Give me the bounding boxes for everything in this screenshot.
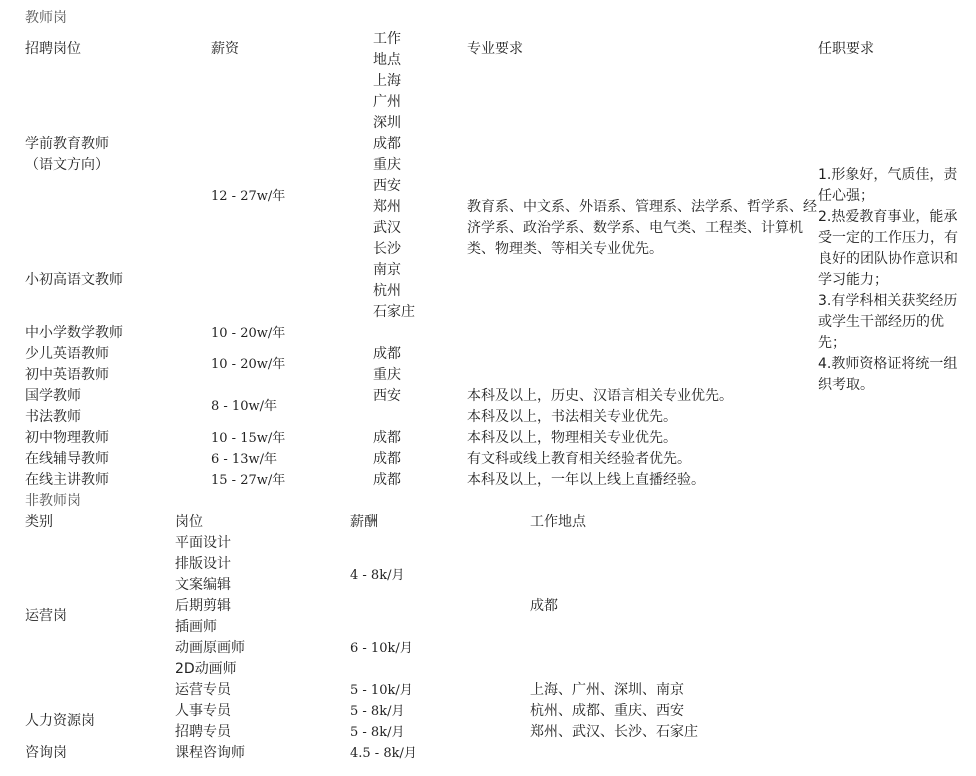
- nt-position: 动画原画师: [175, 640, 245, 656]
- position-calligraphy: 书法教师: [25, 409, 81, 425]
- header-position: 岗位: [175, 514, 203, 530]
- teacher-section-title: 教师岗: [25, 10, 67, 26]
- city-lecturer: 成都: [373, 472, 401, 488]
- duty-line: 3.有学科相关获奖经历: [818, 293, 958, 309]
- major-tutor: 有文科或线上教育相关经验者优先。: [467, 451, 691, 467]
- position-middle-english: 初中英语教师: [25, 367, 109, 383]
- salary-english: 10 - 20w/年: [211, 357, 286, 372]
- salary-group1: 12 - 27w/年: [211, 189, 286, 204]
- major-lecturer: 本科及以上，一年以上线上直播经验。: [467, 472, 705, 488]
- major-group1-line: 教育系、中文系、外语系、管理系、法学系、哲学系、经: [467, 199, 817, 215]
- nt-position: 人事专员: [175, 703, 231, 719]
- city: 重庆: [373, 367, 401, 383]
- city: 杭州: [373, 283, 401, 299]
- nt-location-line: 上海、广州、深圳、南京: [530, 682, 684, 698]
- nt-position: 平面设计: [175, 535, 231, 551]
- salary-guoxue: 8 - 10w/年: [211, 399, 277, 414]
- city-physics: 成都: [373, 430, 401, 446]
- category-ops: 运营岗: [25, 608, 67, 624]
- city: 南京: [373, 262, 401, 278]
- position-physics: 初中物理教师: [25, 430, 109, 446]
- major-physics: 本科及以上，物理相关专业优先。: [467, 430, 677, 446]
- nt-salary-animation: 6 - 10k/月: [350, 641, 413, 656]
- nt-position: 运营专员: [175, 682, 231, 698]
- duty-line: 受一定的工作压力，有: [818, 230, 958, 246]
- city: 成都: [373, 346, 401, 362]
- city: 长沙: [373, 241, 401, 257]
- nt-location-chengdu: 成都: [530, 598, 558, 614]
- header-category: 类别: [25, 514, 53, 530]
- nt-salary-consult: 4.5 - 8k/月: [350, 746, 417, 761]
- city-tutor: 成都: [373, 451, 401, 467]
- nonteacher-section-title: 非教师岗: [25, 493, 81, 509]
- nt-position: 后期剪辑: [175, 598, 231, 614]
- nt-salary-recruit: 5 - 8k/月: [350, 725, 405, 740]
- nt-position: 招聘专员: [175, 724, 231, 740]
- city: 广州: [373, 94, 401, 110]
- position-kids-english: 少儿英语教师: [25, 346, 109, 362]
- duty-line: 2.热爱教育事业，能承: [818, 209, 958, 225]
- position-guoxue: 国学教师: [25, 388, 81, 404]
- position-online-tutor: 在线辅导教师: [25, 451, 109, 467]
- position-online-lecturer: 在线主讲教师: [25, 472, 109, 488]
- city: 武汉: [373, 220, 401, 236]
- position-preschool-note: （语文方向）: [25, 157, 109, 173]
- city: 石家庄: [373, 304, 415, 320]
- header-location: 工作地点: [530, 514, 586, 530]
- major-calligraphy: 本科及以上，书法相关专业优先。: [467, 409, 677, 425]
- city: 深圳: [373, 115, 401, 131]
- duty-line: 或学生干部经历的优: [818, 314, 944, 330]
- major-group1-line: 济学系、政治学系、数学系、电气类、工程类、计算机: [467, 220, 803, 236]
- header-location-line2: 地点: [373, 52, 401, 68]
- header-duties: 任职要求: [818, 41, 874, 57]
- category-hr: 人力资源岗: [25, 713, 95, 729]
- header-salary: 薪酬: [350, 514, 378, 530]
- duty-line: 良好的团队协作意识和: [818, 251, 958, 267]
- nt-position: 课程咨询师: [175, 745, 245, 761]
- salary-lecturer: 15 - 27w/年: [211, 473, 286, 488]
- header-major: 专业要求: [467, 41, 523, 57]
- salary-physics: 10 - 15w/年: [211, 431, 286, 446]
- city: 西安: [373, 178, 401, 194]
- nt-position: 插画师: [175, 619, 217, 635]
- position-chinese: 小初高语文教师: [25, 272, 123, 288]
- salary-tutor: 6 - 13w/年: [211, 452, 277, 467]
- nt-salary-ops: 5 - 10k/月: [350, 683, 413, 698]
- header-location-line1: 工作: [373, 31, 401, 47]
- duty-line: 4.教师资格证将统一组: [818, 356, 958, 372]
- city: 郑州: [373, 199, 401, 215]
- position-preschool: 学前教育教师: [25, 136, 109, 152]
- header-position: 招聘岗位: [25, 41, 81, 57]
- duty-line: 1.形象好，气质佳，责: [818, 167, 958, 183]
- duty-line: 织考取。: [818, 377, 874, 393]
- nt-salary-design: 4 - 8k/月: [350, 568, 405, 583]
- major-group1-line: 类、物理类、等相关专业优先。: [467, 241, 663, 257]
- nt-position: 排版设计: [175, 556, 231, 572]
- city: 西安: [373, 388, 401, 404]
- major-guoxue: 本科及以上，历史、汉语言相关专业优先。: [467, 388, 733, 404]
- duty-line: 学习能力；: [818, 272, 888, 288]
- city: 成都: [373, 136, 401, 152]
- nt-position: 文案编辑: [175, 577, 231, 593]
- salary-math: 10 - 20w/年: [211, 326, 286, 341]
- nt-salary-hr: 5 - 8k/月: [350, 704, 405, 719]
- nt-location-line: 杭州、成都、重庆、西安: [530, 703, 684, 719]
- nt-position: 2D动画师: [175, 661, 237, 677]
- category-consult: 咨询岗: [25, 745, 67, 761]
- duty-line: 任心强；: [818, 188, 874, 204]
- city: 重庆: [373, 157, 401, 173]
- position-math: 中小学数学教师: [25, 325, 123, 341]
- duty-line: 先；: [818, 335, 846, 351]
- nt-location-line: 郑州、武汉、长沙、石家庄: [530, 724, 698, 740]
- header-salary: 薪资: [211, 41, 239, 57]
- city: 上海: [373, 73, 401, 89]
